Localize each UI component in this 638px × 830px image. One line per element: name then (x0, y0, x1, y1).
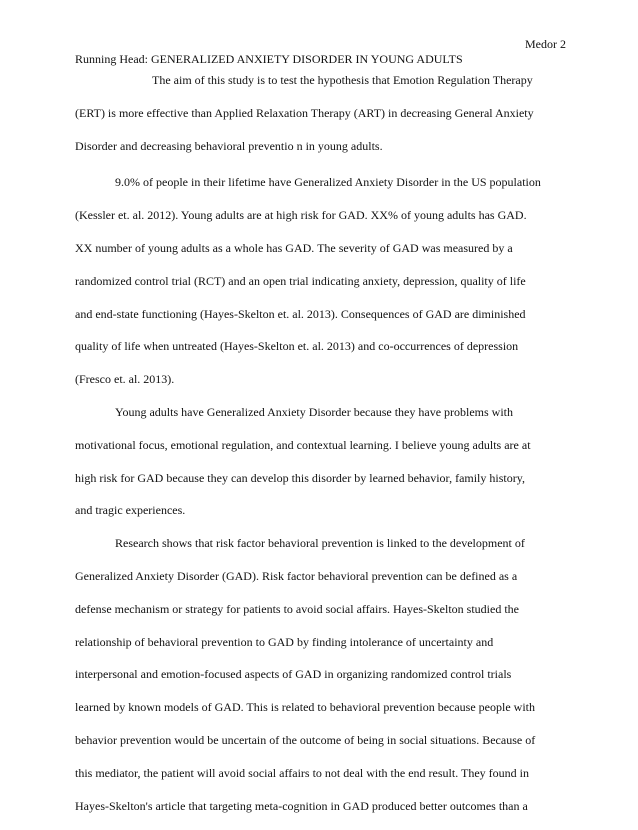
text-line: (Fresco et. al. 2013). (75, 372, 175, 387)
text-line: Research shows that risk factor behavioral prevention is linked to the development of (115, 536, 525, 551)
paragraph-1 (75, 72, 557, 170)
text-line: Hayes-Skelton's article that targeting meta-cognition in GAD produced better outcomes than a (75, 798, 528, 813)
text-line: Young adults have Generalized Anxiety Disorder because they have problems with (115, 404, 514, 419)
text-line: Disorder and decreasing behavioral preventio n in young adults. (75, 138, 383, 153)
paragraph-4 (75, 535, 557, 830)
text-line: and end-state functioning (Hayes-Skelton et. al. 2013). Consequences of GAD are diminished (75, 306, 526, 321)
text-line: randomized control trial (RCT) and an open trial indicating anxiety, depression, quality of life (75, 273, 526, 288)
text-line: 9.0% of people in their lifetime have Generalized Anxiety Disorder in the US population (115, 175, 541, 190)
running-head: Running Head: GENERALIZED ANXIETY DISORDER IN YOUNG ADULTS (75, 52, 463, 66)
text-line: behavior prevention would be uncertain of the outcome of being in social situations. Because of (75, 732, 536, 747)
text-line: high risk for GAD because they can develop this disorder by learned behavior, family history, (75, 470, 525, 485)
document-body (75, 72, 557, 830)
text-line: learned by known models of GAD. This is related to behavioral prevention because people with (75, 700, 535, 715)
text-line: interpersonal and emotion-focused aspects of GAD in organizing randomized control trials (75, 667, 512, 682)
text-line: Generalized Anxiety Disorder (GAD). Risk factor behavioral prevention can be defined as a (75, 568, 518, 583)
text-line: quality of life when untreated (Hayes-Skelton et. al. 2013) and co-occurrences of depression (75, 339, 519, 354)
paragraph-3 (75, 404, 557, 535)
text-line: and tragic experiences. (75, 503, 186, 518)
text-line: XX number of young adults as a whole has GAD. The severity of GAD was measured by a (75, 240, 513, 255)
text-line: motivational focus, emotional regulation, and contextual learning. I believe young adults are at (75, 437, 531, 452)
text-line: The aim of this study is to test the hypothesis that Emotion Regulation Therapy (152, 73, 533, 87)
text-line: (Kessler et. al. 2012). Young adults are at high risk for GAD. XX% of young adults has GAD. (75, 208, 527, 223)
text-line: this mediator, the patient will avoid social affairs to not deal with the end result. They found in (75, 765, 529, 780)
page-number: Medor 2 (525, 37, 566, 51)
text-line: defense mechanism or strategy for patients to avoid social affairs. Hayes-Skelton studied the (75, 601, 519, 616)
text-line: (ERT) is more effective than Applied Relaxation Therapy (ART) in decreasing General Anxiety (75, 105, 534, 120)
paragraph-2 (75, 174, 557, 404)
text-line: relationship of behavioral prevention to GAD by finding intolerance of uncertainty and (75, 634, 494, 649)
